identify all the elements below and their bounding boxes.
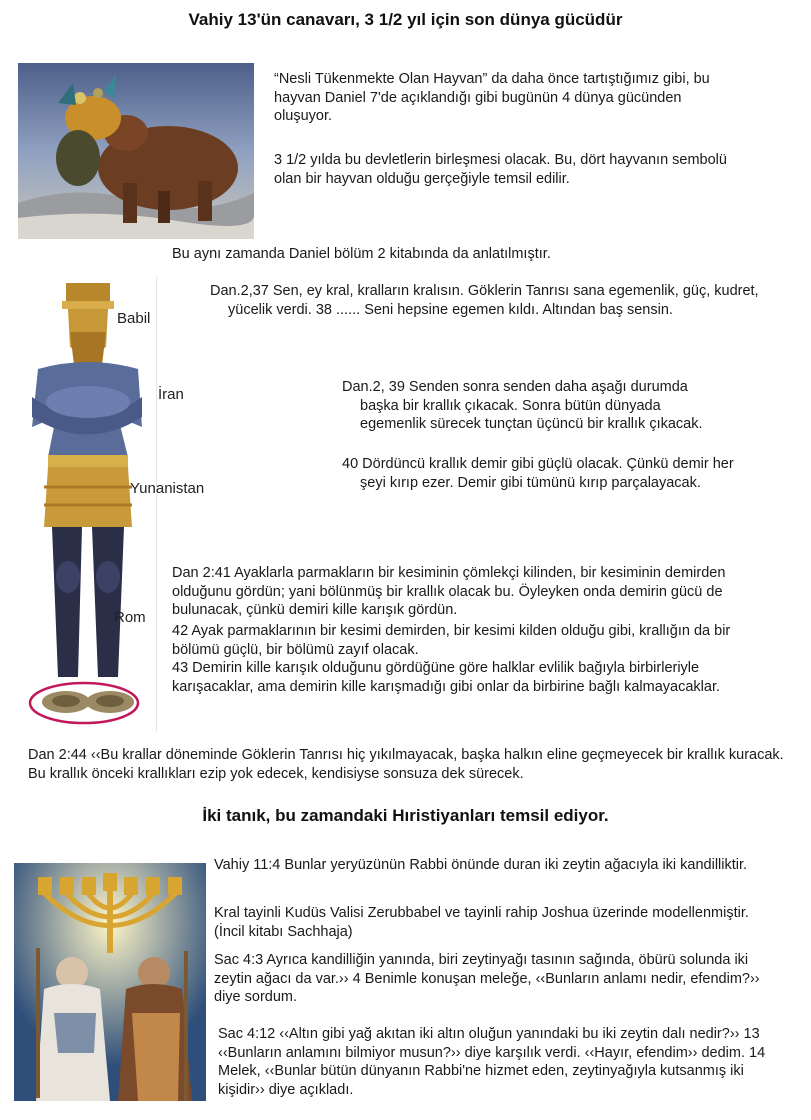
label-iran: İran <box>158 386 184 403</box>
verse-dan-2-37: Dan.2,37 Sen, ey kral, kralların kralısın. Göklerin Tanrısı sana egemenlik, güç, kudret, yücelik verdi. 38 ...... Seni hepsine egemen kıldı. Altından baş sensin. <box>210 283 759 318</box>
beast-intro-paragraph-2: 3 1/2 yılda bu devletlerin birleşmesi olacak. Bu, dört hayvanın sembolü olan bir hayvan olduğu gerçeğiyle temsil edilir. <box>274 152 727 187</box>
verse-vahiy-11-4: Vahiy 11:4 Bunlar yeryüzünün Rabbi önünde duran iki zeytin ağacıyla iki kandilliktir. <box>214 857 748 873</box>
section-title-witnesses: İki tanık, bu zamandaki Hıristiyanları temsil ediyor. <box>202 806 609 825</box>
verse-dan-2-43: 43 Demirin kille karışık olduğunu gördüğüne göre halklar evlilik bağıyla birbirleriyle karışacaklar, ama demirin kille karışmadığı gibi onlar da birbirine bağlı kalmayacaklar. <box>172 660 721 695</box>
beast-intro-paragraph-1: “Nesli Tükenmekte Olan Hayvan” da daha önce tartıştığımız gibi, bu hayvan Daniel 7'de açıklandığı gibi bugünün 4 dünya gücünden oluşuyor. <box>274 71 710 124</box>
verse-dan-2-40: 40 Dördüncü krallık demir gibi güçlü olacak. Çünkü demir her şeyi kırıp ezer. Demir gibi tümünü kırıp parçalayacak. <box>342 456 734 491</box>
daniel-2-note: Bu aynı zamanda Daniel bölüm 2 kitabında da anlatılmıştır. <box>172 246 551 262</box>
verse-sac-4-3: Sac 4:3 Ayrıca kandilliğin yanında, biri zeytinyağı tasının sağında, öbürü solunda iki zeytin ağacı da var.›› 4 Benimle konuşan meleğe, ‹‹Bunların anlamı nedir, efendim?›› diye sordum. <box>214 952 760 1005</box>
beast-image <box>18 63 254 239</box>
label-rom: Rom <box>114 609 146 626</box>
zerubbabel-note: Kral tayinli Kudüs Valisi Zerubbabel ve tayinli rahip Joshua üzerinde modellenmiştir. (İncil kitabı Sachhaja) <box>214 905 749 940</box>
verse-dan-2-44: Dan 2:44 ‹‹Bu krallar döneminde Göklerin Tanrısı hiç yıkılmayacak, başka halkın eline geçmeyecek bir krallık kuracak. Bu krallık önceki krallıkları ezip yok edecek, kendisiyse sonsuza dek sürecek. <box>28 747 784 782</box>
verse-dan-2-42: 42 Ayak parmaklarının bir kesimi demirden, bir kesimi kilden olduğu gibi, krallığın da bir bölümü güçlü, bir bölümü zayıf olacak. <box>172 623 731 658</box>
statue-image <box>18 277 157 732</box>
label-babil: Babil <box>117 310 151 327</box>
two-witnesses-image <box>14 863 206 1101</box>
label-yunanistan: Yunanistan <box>130 480 205 497</box>
verse-dan-2-41: Dan 2:41 Ayaklarla parmakların bir kesiminin çömlekçi kilinden, bir kesiminin demirden olduğunu gördün; yani bölünmüş bir krallık olacak bu. Öyleyken onda demirin gücü de bulunacak, çünkü demiri kille karışık gördün. <box>172 565 726 618</box>
page-title: Vahiy 13'ün canavarı, 3 1/2 yıl için son dünya gücüdür <box>188 10 623 29</box>
verse-sac-4-12: Sac 4:12 ‹‹Altın gibi yağ akıtan iki altın oluğun yanındaki bu iki zeytin dalı nedir?›› 13 ‹‹Bunların anlamını bilmiyor musun?›› diye karşılık verdi. ‹‹Hayır, efendim›› dedim. 14 Melek, ‹‹Bunlar bütün dünyanın Rabbi'ne hizmet eden, zeytinyağıyla kutsanmış iki kişidir›› diye açıkladı. <box>218 1026 766 1098</box>
verse-dan-2-39: Dan.2, 39 Senden sonra senden daha aşağı durumda başka bir krallık çıkacak. Sonra bütün dünyada egemenlik sürecek tunçtan üçüncü bir krallık çıkacak. <box>342 379 703 432</box>
